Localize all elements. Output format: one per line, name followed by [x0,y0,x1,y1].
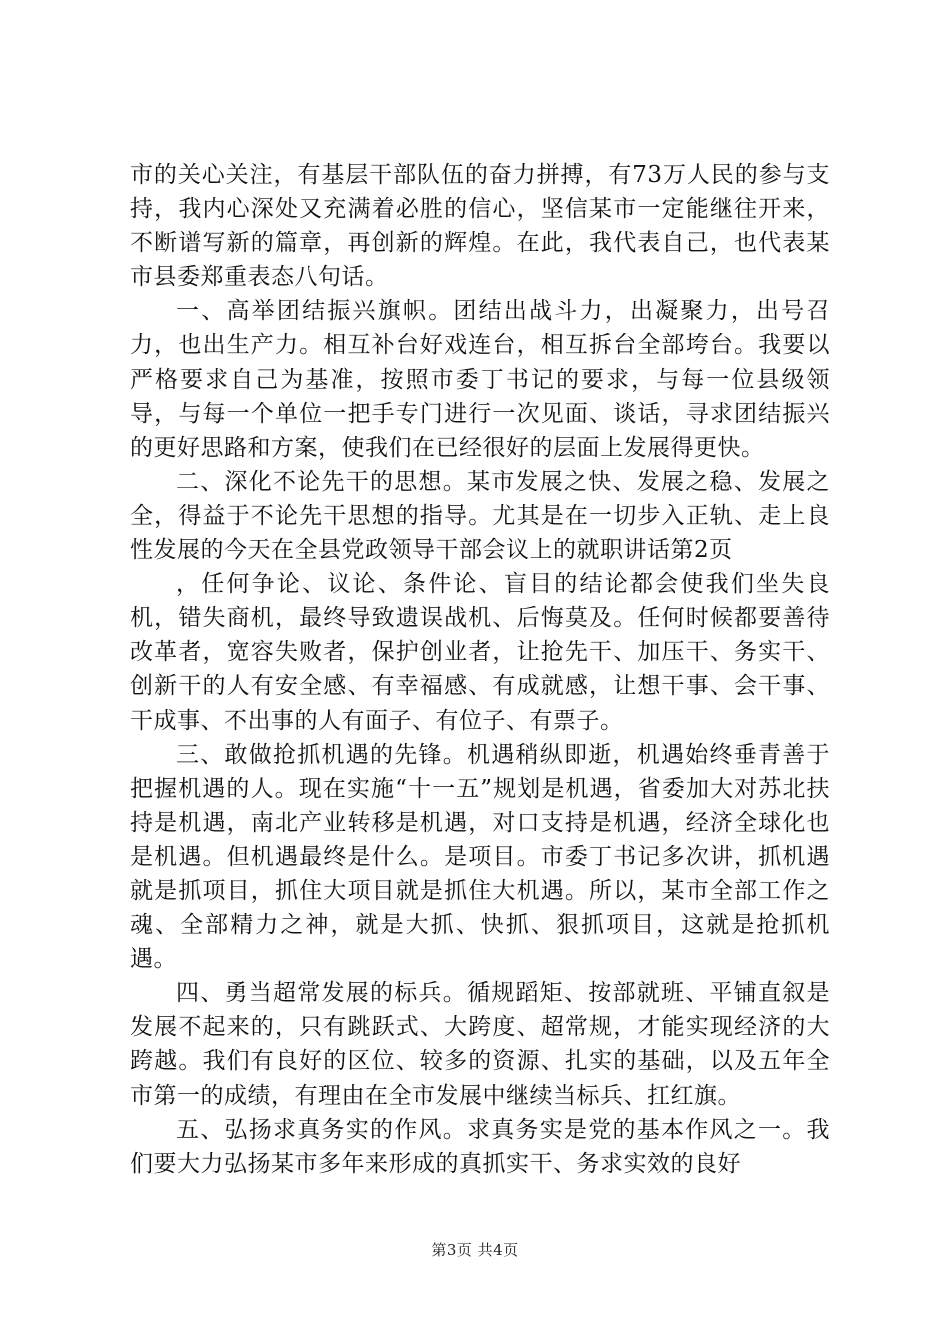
paragraph-5: 三、敢做抢抓机遇的先锋。机遇稍纵即逝，机遇始终垂青善于把握机遇的人。现在实施“十一五”规划是机遇，省委加大对苏北扶持是机遇，南北产业转移是机遇，对口支持是机遇，经济全球化也是机遇。但机遇最终是什么。是项目。市委丁书记多次讲，抓机遇就是抓项目，抓住大项目就是抓住大机遇。所以，某市全部工作之魂、全部精力之神，就是大抓、快抓、狠抓项目，这就是抢抓机遇。 [130,741,830,973]
document-body [130,158,830,1181]
paragraph-4: ，任何争论、议论、条件论、盲目的结论都会使我们坐失良机，错失商机，最终导致遗误战机、后悔莫及。任何时候都要善待改革者，宽容失败者，保护创业者，让抢先干、加压干、务实干、创新干的人有安全感、有幸福感、有成就感，让想干事、会干事、干成事、不出事的人有面子、有位子、有票子。 [130,571,830,734]
paragraph-2: 一、高举团结振兴旗帜。团结出战斗力，出凝聚力，出号召力，也出生产力。相互补台好戏连台，相互拆台全部垮台。我要以严格要求自己为基准，按照市委丁书记的要求，与每一位县级领导，与每一个单位一把手专门进行一次见面、谈话，寻求团结振兴的更好思路和方案，使我们在已经很好的层面上发展得更快。 [130,298,830,461]
paragraph-7: 五、弘扬求真务实的作风。求真务实是党的基本作风之一。我们要大力弘扬某市多年来形成的真抓实干、务求实效的良好 [130,1116,830,1177]
page-footer: 第3页 共4页 [431,1241,519,1259]
paragraph-6: 四、勇当超常发展的标兵。循规蹈矩、按部就班、平铺直叙是发展不起来的，只有跳跃式、大跨度、超常规，才能实现经济的大跨越。我们有良好的区位、较多的资源、扎实的基础，以及五年全市第一的成绩，有理由在全市发展中继续当标兵、扛红旗。 [130,980,830,1109]
paragraph-3: 二、深化不论先干的思想。某市发展之快、发展之稳、发展之全，得益于不论先干思想的指导。尤其是在一切步入正轨、走上良性发展的今天在全县党政领导干部会议上的就职讲话第2页 [130,468,830,564]
paragraph-1: 市的关心关注，有基层干部队伍的奋力拼搏，有73万人民的参与支持，我内心深处又充满着必胜的信心，坚信某市一定能继往开来，不断谱写新的篇章，再创新的辉煌。在此，我代表自己，也代表某市县委郑重表态八句话。 [130,162,830,291]
